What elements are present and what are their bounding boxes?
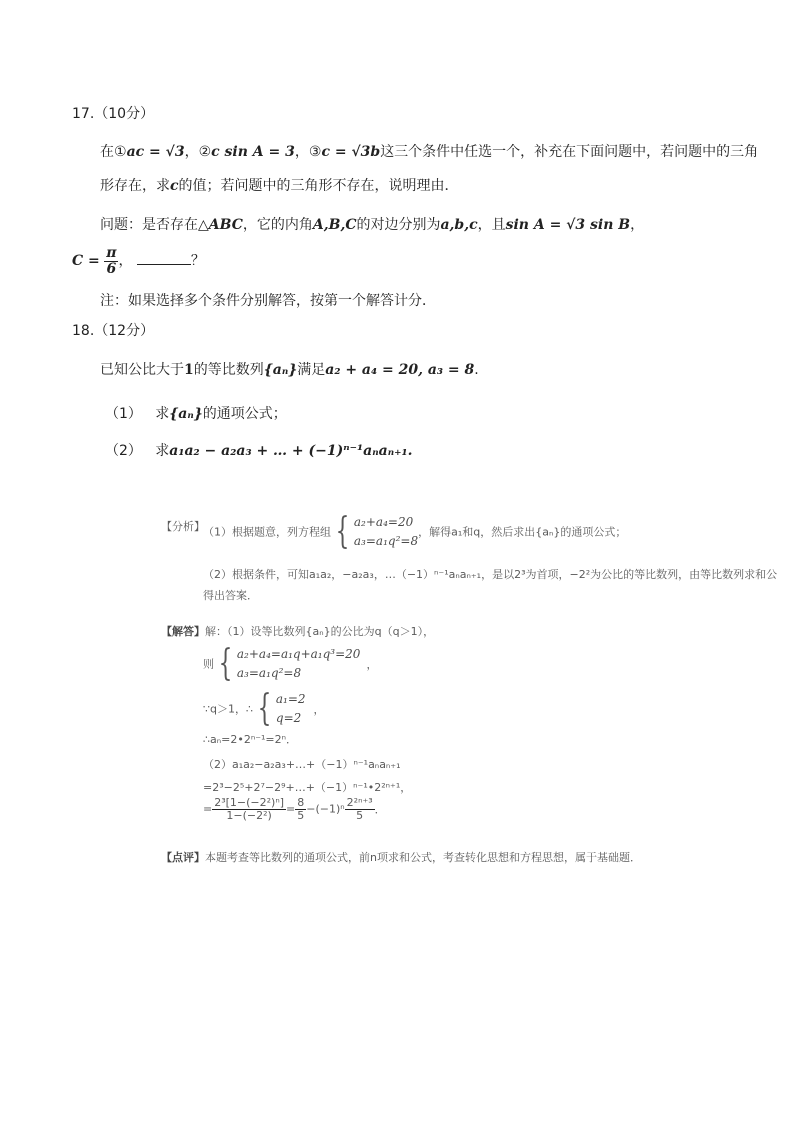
part2-line1: （2）a₁a₂−a₂a₃+…+（−1）ⁿ⁻¹aₙaₙ₊₁ [203,758,401,771]
analysis-system [331,510,419,552]
q18-stem-mid2: 满足 [297,362,326,378]
q17-problem-line [100,214,644,234]
sys2-end: ， [366,657,378,671]
q18-stem-pre: 已知公比大于 [100,362,184,378]
result1: ∴aₙ=2•2ⁿ⁻¹=2ⁿ． [203,733,298,746]
f3-den: 5 [356,808,364,822]
q17-line2-post: 的值；若问题中的三角形不存在，说明理由． [178,178,459,194]
q18-stem-eq: a₂ + a₄ = 20, a₃ = 8 [325,362,475,378]
analysis-line2: （2）根据条件，可知a₁a₂，−a₂a₃，…（−1）ⁿ⁻¹aₙaₙ₊₁，是以2³为首项，−2²为公比的等比数列，由等比数列求和公 [203,568,778,581]
sys3-row1: a₁=2 [275,692,306,706]
q17-cond1: ac = √3 [126,144,185,160]
q17-cond3: c = √3b [321,144,381,160]
q17-given: sin A = √3 sin B [505,217,631,233]
q17-answer-blank [137,252,191,265]
left-brace: { [218,642,233,684]
analysis1-post: ，解得a₁和q，然后求出{aₙ}的通项公式； [418,525,627,539]
f2-den: 5 [297,808,305,822]
then-label: 则 [203,657,214,671]
eq-sign: = [203,802,213,816]
q17-c-eq: C = [72,253,100,270]
q18-p2-pre: 求 [155,443,170,459]
answer-line1 [161,623,434,639]
end-period: ． [374,803,386,817]
q18-seq: {aₙ} [263,362,298,378]
q17-comma2: ， [118,253,133,270]
left-brace: { [257,687,272,729]
comment-tag: 【点评】 [161,851,205,864]
q17-c-line [72,246,205,276]
q18-p1-pre: 求 [155,406,170,422]
q18-period: . [474,362,479,378]
q17-sep2: ，③ [294,144,322,160]
q17-angles: A,B,C [312,217,357,233]
q18-header: 18.（12分） [72,323,155,339]
q17-six: 6 [106,260,117,277]
q18-p1-post: 的通项公式； [202,406,287,422]
q17-pi-fraction [104,246,118,276]
analysis1-pre: （1）根据题意，列方程组 [203,525,331,539]
answer-tag: 【解答】 [161,625,205,638]
q17-line2-var: c [170,178,179,194]
q17-pi: π [106,245,117,261]
q17-intro-pre: 在① [100,144,127,160]
q17-line1 [100,141,758,161]
q17-note: 注：如果选择多个条件分别解答，按第一个解答计分． [100,293,436,309]
q17-triangle: △ABC [198,217,243,233]
q17-problem-pre: 问题：是否存在 [100,217,198,233]
sys1-row2: a₃=a₁q²=8 [353,533,419,548]
q18-stem [100,359,479,379]
sum-fraction [212,797,286,821]
part2-line2: =2³−2⁵+2⁷−2⁹+…+（−1）ⁿ⁻¹•2²ⁿ⁺¹， [203,781,412,794]
q18-part1 [105,403,287,423]
analysis-line3: 得出答案． [203,589,258,602]
sys2-row1: a₂+a₄=a₁q+a₁q³=20 [236,647,361,661]
q18-stem-mid: 的等比数列 [193,362,264,378]
q17-line2-pre: 形存在，求 [100,178,170,194]
minus-part: −(−1)ⁿ [306,802,345,816]
sys3-end: ， [313,702,325,716]
q18-part2 [105,440,413,460]
answer1: 解：（1）设等比数列{aₙ}的公比为q（q＞1）， [205,625,435,638]
comment-text: 本题考查等比数列的通项公式，前n项求和公式，考查转化思想和方程思想，属于基础题． [205,851,641,864]
q17-blank-suffix: ？ [190,253,205,270]
eight-fifths [295,797,306,821]
q17-intro-post: 这三个条件中任选一个，补充在下面问题中，若问题中的三角 [380,144,759,160]
q17-comma: ， [630,217,645,233]
because-label: ∵q＞1，∴ [203,702,253,716]
eq-sign-2: = [286,802,296,816]
frac-den: 1−(−2²) [226,808,272,822]
q18-p1-seq: {aₙ} [169,406,203,422]
system-2 [214,642,361,684]
part2-line3 [203,797,386,821]
sys2-row2: a₃=a₁q²=8 [236,665,302,680]
q17-line2 [100,175,459,195]
sys3-row2: q=2 [275,710,302,725]
answer-system-3 [203,687,325,729]
q17-sides: a,b,c [440,217,478,233]
q18-one: 1 [184,362,194,378]
sys1-row1: a₂+a₄=20 [353,515,414,529]
power-fraction [345,797,375,821]
q18-p2-num: （2） [105,443,142,459]
q18-p2-expr: a₁a₂ − a₂a₃ + … + (−1)ⁿ⁻¹aₙaₙ₊₁. [169,443,413,459]
q18-p1-num: （1） [105,406,142,422]
analysis-tag: 【分析】 [161,520,205,533]
comment-line [161,849,641,865]
q17-sep1: ，② [184,144,212,160]
f3-num: 2²ⁿ⁺³ [346,796,373,809]
answer-system-2 [203,642,378,684]
system-3 [253,687,306,729]
q17-header: 17.（10分） [72,106,155,122]
q17-problem-mid3: ，且 [477,217,506,233]
analysis-line1 [203,510,627,552]
f2-num: 8 [297,796,305,809]
q17-problem-mid1: ，它的内角 [242,217,313,233]
left-brace: { [335,510,350,552]
q17-problem-mid2: 的对边分别为 [356,217,441,233]
frac-num: 2³[1−(−2²)ⁿ] [214,796,285,809]
q17-cond2: c sin A = 3 [211,144,295,160]
